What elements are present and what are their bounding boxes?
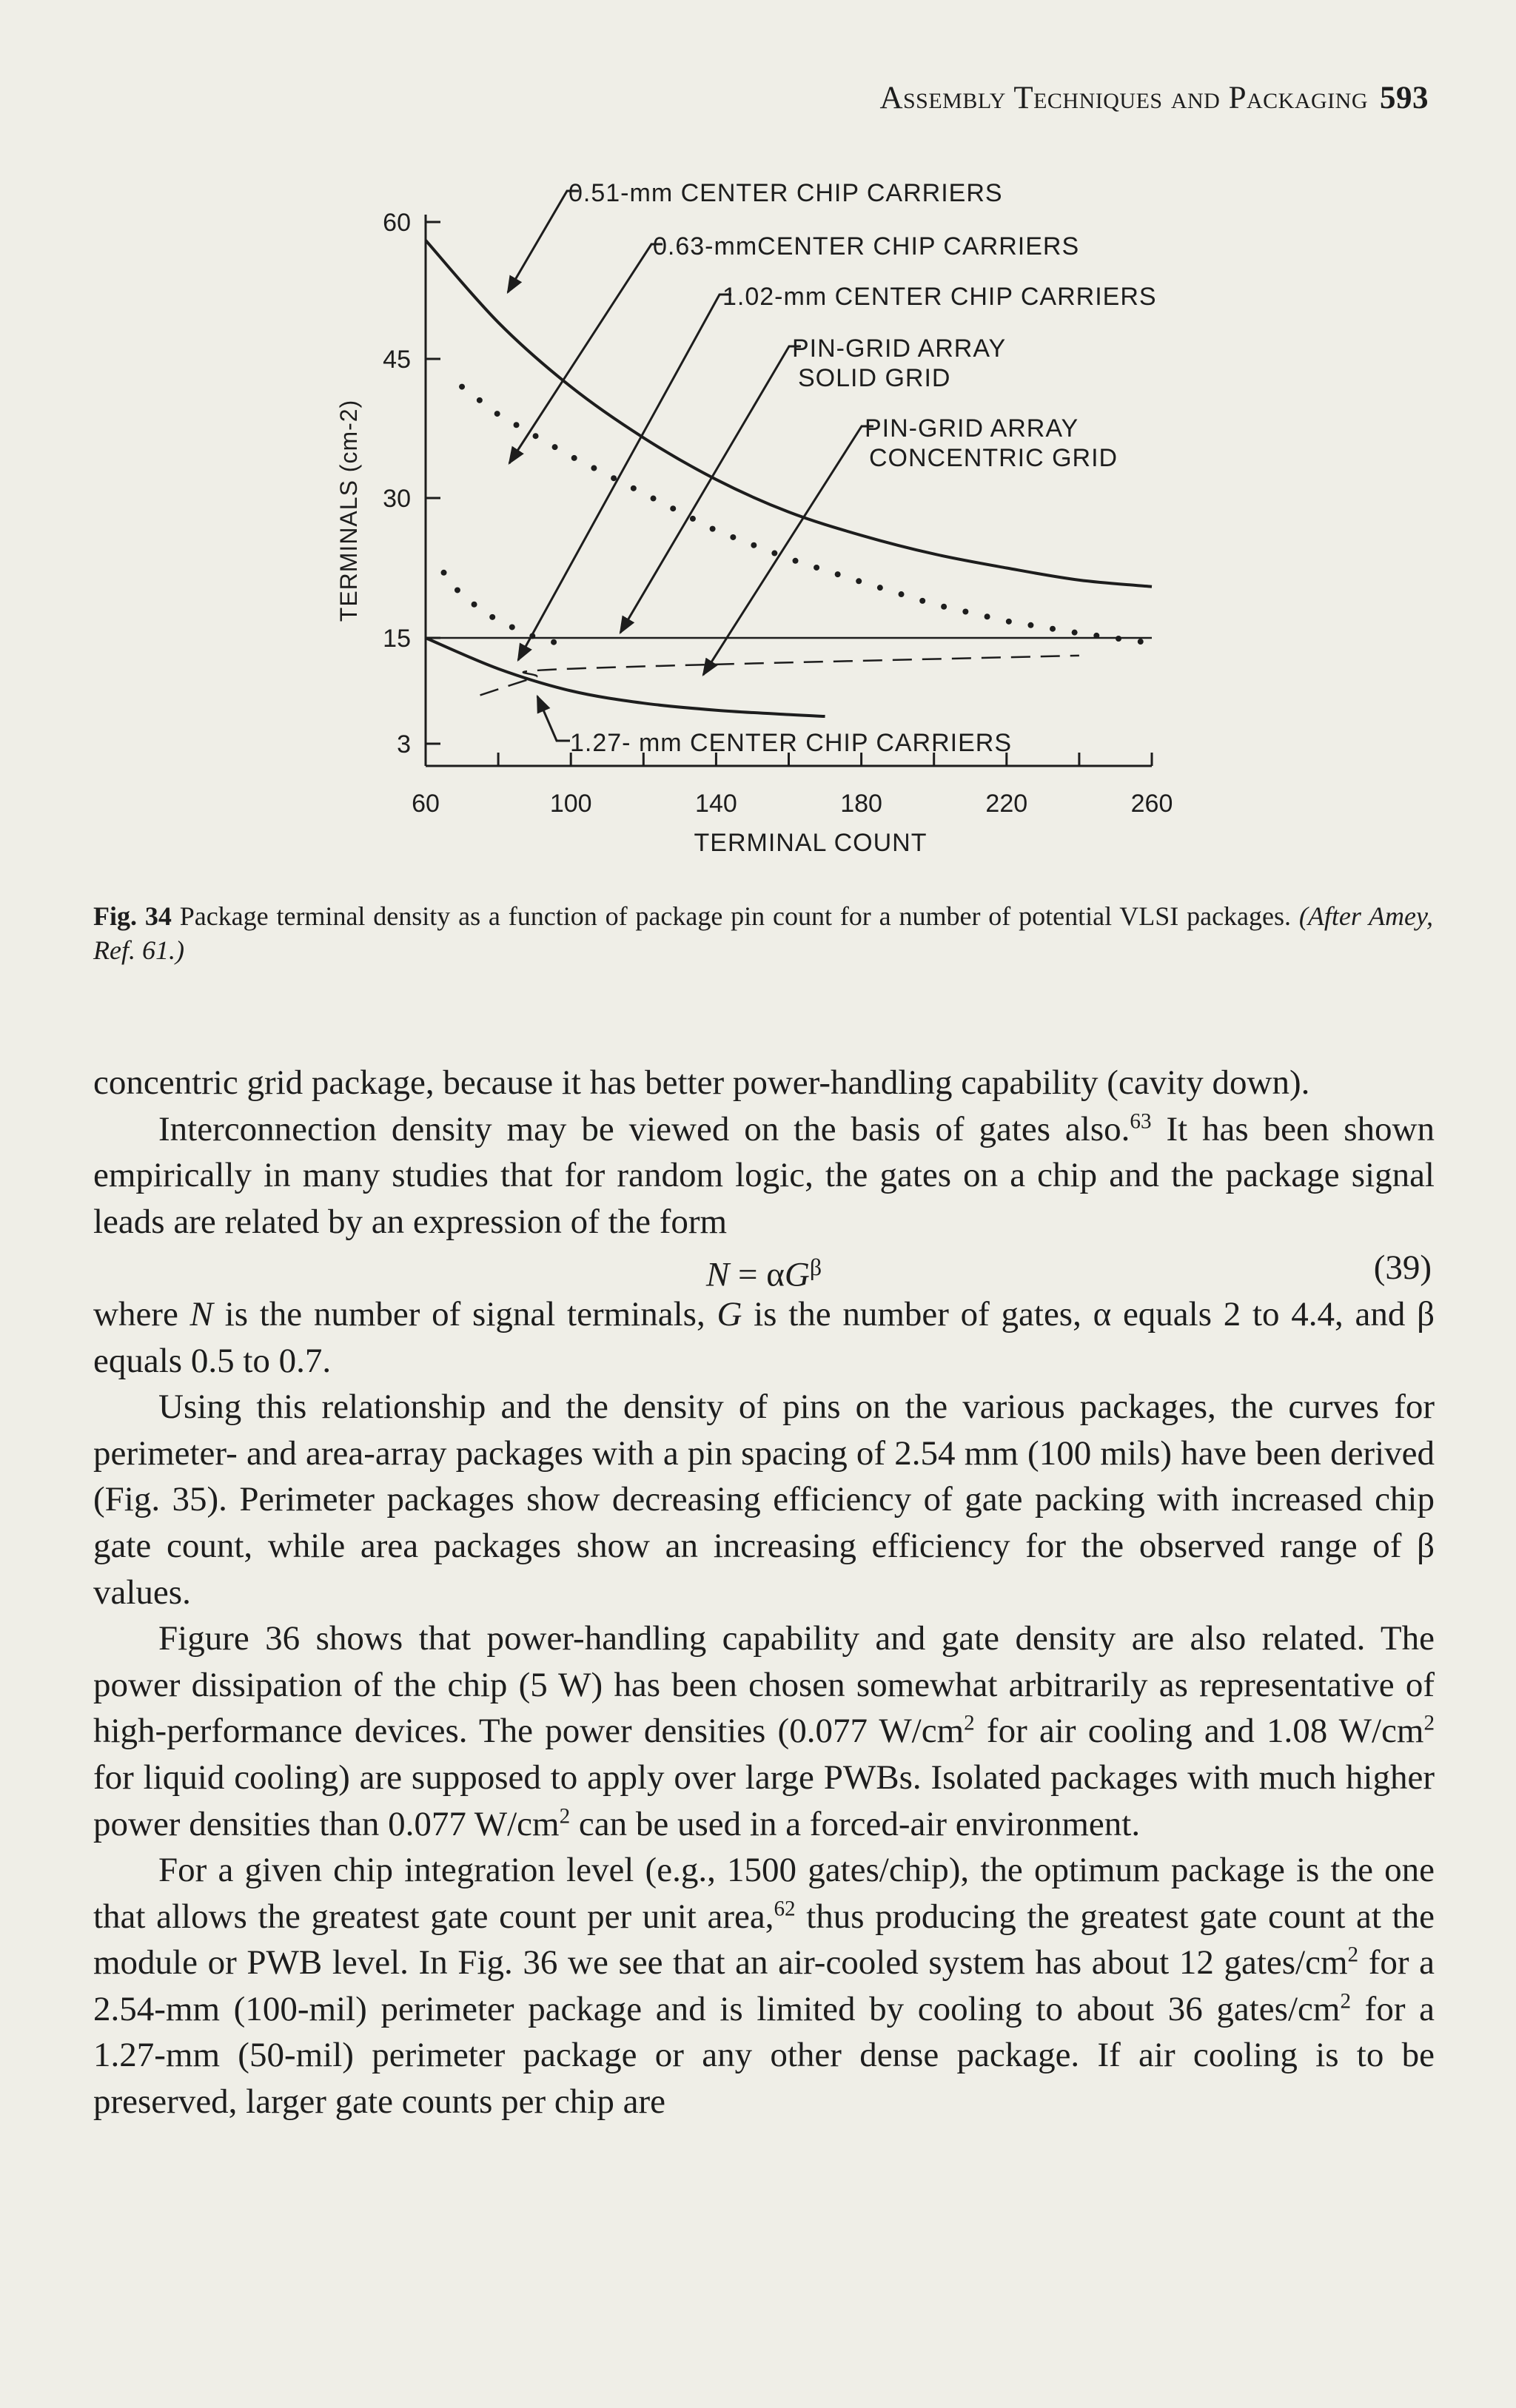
y-tick-label-30: 30 [383,485,411,513]
equation-number: (39) [1373,1248,1432,1288]
y-tick-label-45: 45 [383,346,411,374]
series-1-dot-17 [793,558,799,564]
series-1-dot-24 [941,604,947,610]
x-tick-label-100: 100 [549,790,592,818]
equation-39 [93,1245,1435,1294]
series-1-dot-27 [1006,619,1012,625]
y-tick-label-60: 60 [383,209,411,237]
series-1-dot-11 [670,505,676,511]
series-1-dot-10 [651,496,657,502]
leader-127 [537,696,570,741]
leader-102 [518,295,731,660]
series-1-dot-29 [1050,626,1056,632]
caption-text: Package terminal density as a function of package pin count for a number of potential VLSI packages. [179,901,1292,931]
series-1-dot-15 [751,542,757,548]
series-1-dot-20 [856,578,862,584]
terminal-density-chart [0,0,1516,888]
annotation-102-cc: 1.02-mm CENTER CHIP CARRIERS [722,283,1157,311]
paragraph-2: Interconnection density may be viewed on the basis of gates also.$^{63}$ It has been shown empirically in many studies that for random logic, the gates on a chip and the package signal leads are related by an expression of the form [93,1109,1435,1241]
series-2-dot-6 [551,639,557,645]
series-1-dot-7 [591,465,597,471]
series-1-dot-4 [533,433,539,439]
annotation-pga-concentric-2: CONCENTRIC GRID [869,444,1118,472]
series-1-dot-8 [611,475,617,481]
annotation-pga-solid-2: SOLID GRID [798,364,951,392]
annotation-pga-solid-1: PIN-GRID ARRAY [792,334,1007,363]
body-text [93,1060,1435,2125]
series-2-dot-3 [489,614,495,620]
series-1-dot-0 [459,384,465,390]
series-2-dot-1 [455,587,460,593]
series-1-dot-23 [919,598,925,604]
x-tick-label-60: 60 [412,790,440,818]
y-axis-label: TERMINALS (cm-2) [335,399,362,622]
series-1-dot-6 [571,455,577,461]
series-1-dot-1 [477,397,483,403]
series-1-dot-9 [631,485,637,491]
running-title: Assembly Techniques and Packaging [879,81,1368,115]
chart-series [426,241,1152,716]
paragraph-1: concentric grid package, because it has better power-handling capability (cavity down). [93,1063,1310,1102]
series-1-dot-14 [730,534,736,540]
annotation-051-cc: 0.51-mm CENTER CHIP CARRIERS [568,179,1003,207]
series-2-dot-0 [441,570,447,576]
y-tick-label-3: 3 [397,730,411,759]
caption-source: (After Amey, Ref. 61.) [93,901,1433,965]
x-tick-label-260: 260 [1130,790,1173,818]
series-1-dot-22 [899,591,905,597]
x-tick-label-220: 220 [985,790,1028,818]
series-1-dot-30 [1072,630,1078,636]
paragraph-3: where N is the number of signal terminals, G is the number of gates, α equals 2 to 4.4, and β equals 0.5 to 0.7. [93,1294,1435,1380]
series-1-dot-26 [985,613,990,619]
equation-expression: $N = \alpha G^\beta$ [705,1254,822,1294]
series-1-dot-21 [877,585,883,591]
annotation-pga-concentric-1: PIN-GRID ARRAY [865,414,1079,443]
series-3-line [426,638,825,716]
series-1-dot-2 [494,411,500,417]
page-number: 593 [1380,81,1429,115]
series-1-dot-19 [835,571,841,577]
series-1-dot-3 [514,422,520,428]
caption-label: Fig. 34 [93,901,172,931]
series-1-dot-12 [690,516,696,522]
paragraph-5: Figure 36 shows that power-handling capability and gate density are also related. The power dissipation of the chip (5 W) has been chosen somewhat arbitrarily as representative of high-performance devices. The power densities (0.077 $W/cm^2$ for air cooling and 1.08 $W/cm^2$ for liquid cooling) are supposed to apply over large PWBs. Isolated packages with much higher power densities than 0.077 $W/cm^2$ can be used in a forced-air environment. [93,1619,1435,1843]
x-axis-label: TERMINAL COUNT [694,829,928,857]
annotation-063-cc: 0.63-mmCENTER CHIP CARRIERS [653,232,1080,260]
figure-caption [93,899,1433,967]
leader-pga-solid [620,346,801,633]
series-2-dot-4 [509,624,515,630]
series-1-dot-16 [771,551,777,556]
y-tick-label-15: 15 [383,625,411,653]
series-1-dot-33 [1138,639,1144,645]
x-tick-label-180: 180 [840,790,882,818]
annotation-127-cc: 1.27- mm CENTER CHIP CARRIERS [570,729,1013,757]
series-1-dot-18 [814,565,819,571]
paragraph-4: Using this relationship and the density of pins on the various packages, the curves for perimeter- and area-array packages with a pin spacing of 2.54 mm (100 mils) have been derived (Fig. 35). Perimeter packages show decreasing efficiency of gate packing with increased chip gate count, while area packages show an increasing efficiency for the observed range of β values. [93,1388,1435,1612]
x-tick-label-140: 140 [695,790,737,818]
series-1-dot-28 [1027,622,1033,628]
series-1-dot-13 [710,526,716,532]
series-1-dot-25 [962,609,968,615]
series-2-dot-2 [472,602,477,608]
series-1-dot-5 [552,444,558,450]
paragraph-6: For a given chip integration level (e.g., 1500 gates/chip), the optimum package is the one that allows the greatest gate count per unit area,$^{62}$ thus producing the greatest gate count at the module or PWB level. In Fig. 36 we see that an air-cooled system has about 12 gates/$cm^2$ for a 2.54-mm (100-mil) perimeter package and is limited by cooling to about 36 gates/$cm^2$ for a 1.27-mm (50-mil) perimeter package or any other dense package. If air cooling is to be preserved, larger gate counts per chip are [93,1851,1435,2122]
